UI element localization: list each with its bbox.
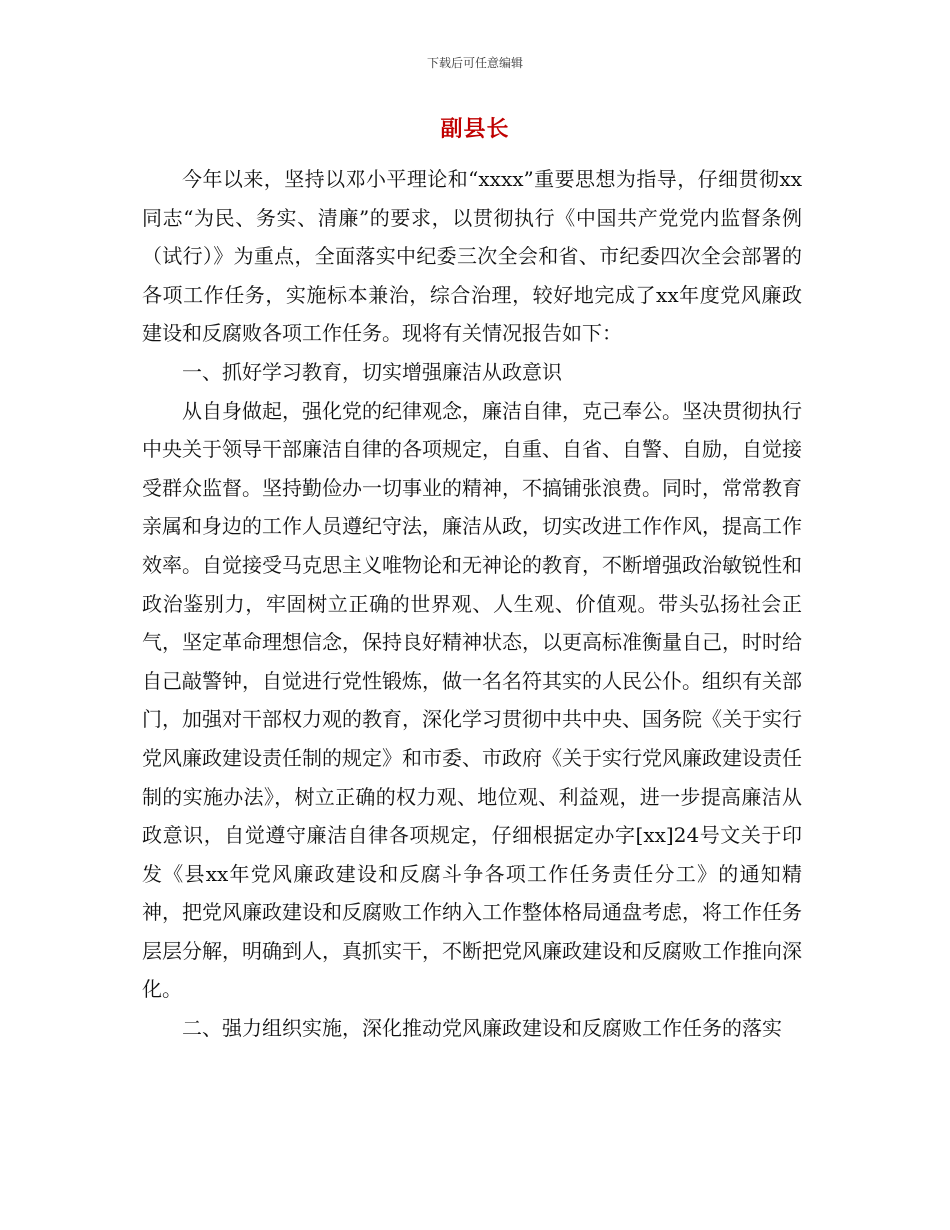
document-body — [142, 160, 802, 1048]
paragraph-section-1: 从自身做起，强化党的纪律观念，廉洁自律，克己奉公。坚决贯彻执行中央关于领导干部廉洁自律的各项规定，自重、自省、自警、自励，自觉接受群众监督。坚持勤俭办一切事业的精神，不搞铺张浪费。同时，常常教育亲属和身边的工作人员遵纪守法，廉洁从政，切实改进工作作风，提高工作效率。自觉接受马克思主义唯物论和无神论的教育，不断增强政治敏锐性和政治鉴别力，牢固树立正确的世界观、人生观、价值观。带头弘扬社会正气，坚定革命理想信念，保持良好精神状态，以更高标准衡量自己，时时给自己敲警钟，自觉进行党性锻炼，做一名名符其实的人民公仆。组织有关部门，加强对干部权力观的教育，深化学习贯彻中共中央、国务院《关于实行党风廉政建设责任制的规定》和市委、市政府《关于实行党风廉政建设责任制的实施办法》，树立正确的权力观、地位观、利益观，进一步提高廉洁从政意识，自觉遵守廉洁自律各项规定，仔细根据定办字[xx]24号文关于印发《县xx年党风廉政建设和反腐斗争各项工作任务责任分工》的通知精神，把党风廉政建设和反腐败工作纳入工作整体格局通盘考虑，将工作任务层层分解，明确到人，真抓实干，不断把党风廉政建设和反腐败工作推向深化。 — [142, 398, 802, 1002]
paragraph-intro: 今年以来，坚持以邓小平理论和“xxxx”重要思想为指导，仔细贯彻xx同志“为民、务实、清廉”的要求，以贯彻执行《中国共产党党内监督条例（试行）》为重点，全面落实中纪委三次全会和省、市纪委四次全会部署的各项工作任务，实施标本兼治，综合治理，较好地完成了xx年度党风廉政建设和反腐败各项工作任务。现将有关情况报告如下： — [142, 167, 802, 346]
section-heading-2: 二、强力组织实施，深化推动党风廉政建设和反腐败工作任务的落实 — [182, 1016, 782, 1041]
section-heading-1: 一、抓好学习教育，切实增强廉洁从政意识 — [182, 359, 562, 384]
document-title: 副县长 — [440, 116, 510, 142]
header-note: 下载后可任意编辑 — [426, 56, 523, 70]
